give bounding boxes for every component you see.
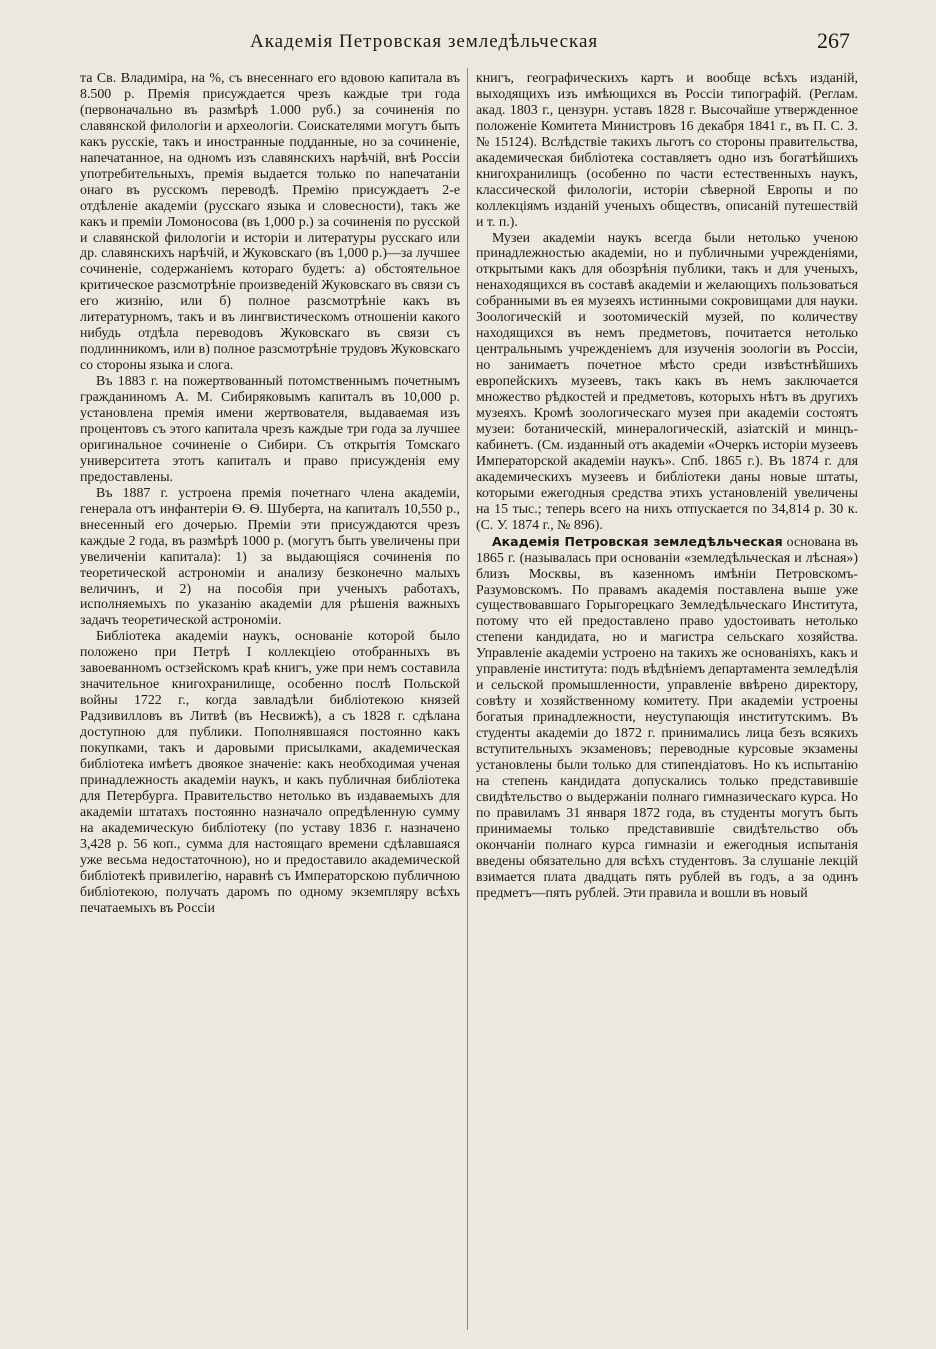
paragraph: Музеи академіи наукъ всегда были нетолько ученою принадлежностью академіи, но и публичными учрежденіями, открытыми какъ для обозрѣнія публики, такъ и для ученыхъ, ненаходящихся въ составѣ академіи и желающихъ пользоваться собранными въ ея музеяхъ истинными сокровищами для науки. Зоологическій и зоотомическій музей, по количеству находящихся въ немъ предметовъ, почитается нетолько центральнымъ учрежденіемъ для изученія зоологіи въ Россіи, но занимаетъ почетное мѣсто среди извѣстнѣйшихъ европейскихъ музеевъ, такъ какъ въ немъ заключается множество рѣдкостей и предметовъ, которыхъ нѣтъ въ другихъ музеяхъ. Кромѣ зоологическаго музея при академіи состоятъ музеи: ботаническій, минералогическій, азіатскій и минцъ-кабинетъ. (См. изданный отъ академіи «Очеркъ исторіи музеевъ Императорской академіи наукъ». Спб. 1865 г.). Въ 1874 г. для академическихъ музеевъ и библіотеки даны новые штаты, которыми ежегодныя средства этихъ установленій увеличены на 15 тыс.; теперь всего на нихъ отпускается по 34,814 р. 30 к. (С. У. 1874 г., № 896). xyxy=(476,230,858,533)
paragraph: та Св. Владиміра, на %, съ внесеннаго его вдовою капитала въ 8.500 р. Премія присуждается чрезъ каждые три года (первоначально въ размѣрѣ 1.000 руб.) за сочиненія по славянской филологіи и археологіи. Соискателями могутъ быть какъ русскіе, такъ и иностранные подданные, но за сочиненіе, напечатанное, на одномъ изъ славянскихъ нарѣчій, внѣ Россіи употребительныхъ, премія выдается только по напечатаніи онаго въ русскомъ переводѣ. Премію присуждаетъ 2-е отдѣленіе академіи (русскаго языка и словесности), такъ же какъ и преміи Ломоносова (въ 1,000 р.) за сочиненія по русской и славянской филологіи и исторіи и литературы русскаго или др. славянскихъ нарѣчій, и Жуковскаго (въ 1,000 р.)—за лучшее сочиненіе, содержаніемъ котораго будетъ: а) обстоятельное критическое разсмотрѣніе произведеній Жуковскаго въ связи съ его жизнію, или б) полное разсмотрѣніе какъ въ литературномъ, такъ и въ лингвистическомъ отношеніи какого нибудь отдѣла переводовъ Жуковскаго въ связи съ подлинникомъ, или в) полное разсмотрѣніе трудовъ Жуковскаго со стороны языка и слога. xyxy=(80,71,460,374)
page-number: 267 xyxy=(817,28,850,53)
entry-headword: Академія Петровская земледѣльческая xyxy=(492,533,783,549)
paragraph: книгъ, географическихъ картъ и вообще всѣхъ изданій, выходящихъ изъ имѣющихся въ Россіи типографій. (Реглам. акад. 1803 г., цензурн. уставъ 1828 г. Высочайше утвержденное положеніе Комитета Министровъ 16 декабря 1841 г., въ П. С. З. № 15124). Вслѣдствіе такихъ льготъ со стороны правительства, академическая библіотека составляетъ одно изъ богатѣйшихъ книгохранилищъ (особенно по части естественныхъ наукъ, классической филологіи, исторіи сѣверной Европы и по коллекціямъ изданій ученыхъ обществъ, описаній путешествій и т. п.). xyxy=(476,71,858,230)
column-divider xyxy=(467,68,468,1330)
dictionary-entry xyxy=(476,534,858,902)
right-column xyxy=(476,71,858,902)
entry-text: основана въ 1865 г. (называлась при основаніи «земледѣльческая и лѣсная») близъ Москвы, въ казенномъ имѣніи Петровскомъ-Разумовскомъ. По правамъ академія поставлена выше уже существовавшаго Горыгорецкаго Земледѣльческаго Института, потому что ей предоставлено право удостоивать нетолько степени кандидата, но и магистра сельскаго хозяйства. Управленіе академіи устроено на такихъ же основаніяхъ, какъ и управленіе института: подъ вѣдѣніемъ департамента земледѣлія и сельской промышленности, управленіе ввѣрено директору, совѣту и хозяйственному комитету. При академіи устроены богатыя принадлежности, неуступающія институтскимъ. Въ студенты академіи до 1872 г. принимались лица безъ всякихъ вступительныхъ экзаменовъ; переводные курсовые экзамены установлены были только для стипендіатовъ. Но къ испытанію на степень кандидата допускались только представившіе свидѣтельство о выдержаніи полнаго гимназическаго курса. Но по правиламъ 31 января 1872 года, въ студенты могутъ быть принимаемы только представившіе свидѣтельство объ окончаніи полнаго курса гимназіи и ежегодныя испытанія введены обязательно для всѣхъ студентовъ. За слушаніе лекцій взимается плата двадцать пять рублей въ годъ, а за одинъ предметъ—пять рублей. Эти правила и вошли въ новый xyxy=(476,534,858,901)
paragraph: Въ 1883 г. на пожертвованный потомственнымъ почетнымъ гражданиномъ А. М. Сибиряковымъ капиталъ въ 10,000 р. установлена премія имени жертвователя, выдаваемая изъ процентовъ съ этого капитала чрезъ каждые три года за лучшее оригинальное сочиненіе о Сибири. Съ открытія Томскаго университета этотъ капиталъ и право присужденія ему предоставлены. xyxy=(80,374,460,485)
paragraph: Библіотека академіи наукъ, основаніе которой было положено при Петрѣ I коллекціею отобранныхъ въ завоеванномъ остзейскомъ краѣ книгъ, уже при немъ составила значительное книгохранилище, особенно послѣ Польской войны 1722 г., когда завладѣли библіотекою князей Радзивилловъ въ Литвѣ (въ Несвижѣ), а съ 1828 г. сдѣлана доступною для публики. Пополнявшаяся постоянно какъ покупками, такъ и даровыми присылками, академическая библіотека имѣетъ двоякое значеніе: какъ необходимая ученая принадлежность академіи наукъ, и какъ публичная библіотека для Петербурга. Правительство нетолько въ издаваемыхъ для академіи штатахъ постоянно назначало опредѣленную сумму на академическую библіотеку (по уставу 1836 г. назначено 3,428 р. 56 коп., сумма для настоящаго времени сдѣлавшаяся уже весьма недостаточною), но и предоставило академической библіотекѣ привилегію, наравнѣ съ Императорскою публичною библіотекою, получать даромъ по одному экземпляру всѣхъ печатаемыхъ въ Россіи xyxy=(80,629,460,916)
paragraph: Въ 1887 г. устроена премія почетнаго члена академіи, генерала отъ инфантеріи Ѳ. Ѳ. Шуберта, на капиталъ 10,550 р., внесенный его дочерью. Преміи эти присуждаются чрезъ каждые 2 года, въ размѣрѣ 1000 р. (могутъ быть увеличены при увеличеніи капитала): 1) за выдающіяся сочиненія по теоретической астрономіи и анализу безконечно малыхъ величинъ, и 2) на пособія при ученыхъ работахъ, исполняемыхъ по указанію академіи для рѣшенія важныхъ задачъ теоретической астрономіи. xyxy=(80,485,460,629)
running-title: Академія Петровская земледѣльческая xyxy=(250,31,599,52)
left-column xyxy=(80,71,460,917)
page-header xyxy=(80,28,860,60)
